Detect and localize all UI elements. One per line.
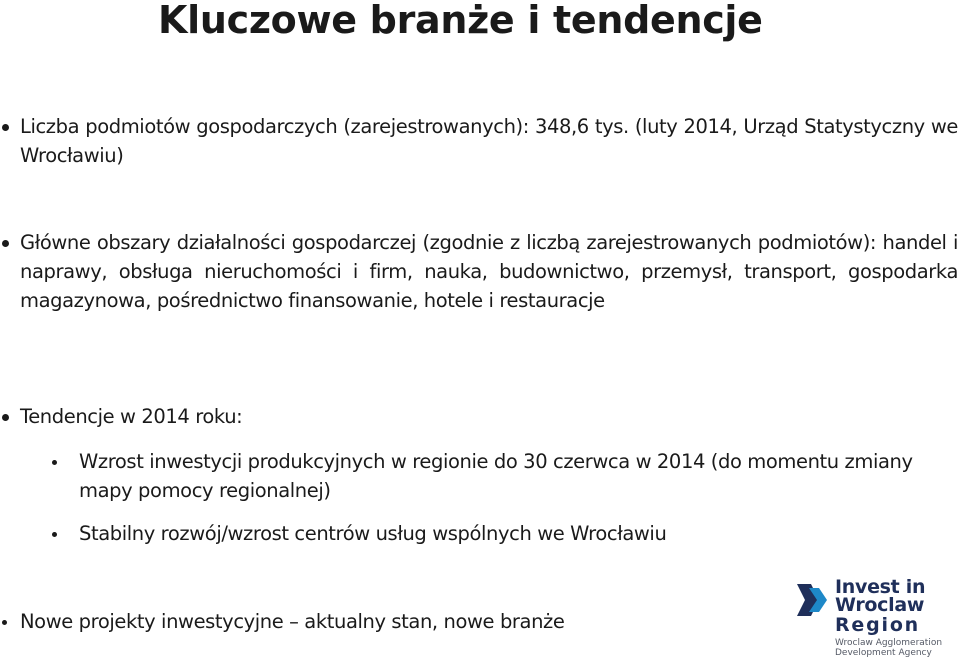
slide-title: Kluczowe branże i tendencje: [158, 0, 763, 42]
bullet-text: Nowe projekty inwestycyjne – aktualny stan, nowe branże: [20, 610, 565, 633]
logo-subtitle-2: Development Agency: [835, 648, 932, 658]
sub-bullet-dot-icon: [52, 460, 57, 465]
sub-bullet-text: Wzrost inwestycji produkcyjnych w regionie do 30 czerwca w 2014 (do momentu zmiany mapy pomocy regionalnej): [79, 450, 913, 502]
bullet-text: Tendencje w 2014 roku:: [20, 405, 243, 428]
bullet-dot-icon: [2, 124, 9, 131]
logo-line-3: Region: [835, 614, 921, 636]
bullet-dot-icon: [2, 240, 9, 247]
bullet-text: Liczba podmiotów gospodarczych (zarejestrowanych): 348,6 tys. (luty 2014, Urząd Statystyczny we Wrocławiu): [20, 115, 958, 167]
arrows-logo-icon: [797, 580, 831, 620]
sub-bullet-text: Stabilny rozwój/wzrost centrów usług wspólnych we Wrocławiu: [79, 522, 667, 545]
logo-line-1: Invest in: [835, 576, 926, 598]
bullet-dot-icon: [2, 414, 9, 421]
invest-in-wroclaw-logo: [797, 578, 957, 660]
sub-bullet-dot-icon: [52, 532, 57, 537]
logo-subtitle-1: Wroclaw Agglomeration: [835, 638, 943, 648]
logo-line-2: Wroclaw: [835, 594, 925, 616]
bullet-dot-icon: [2, 620, 7, 625]
bullet-text: Główne obszary działalności gospodarczej (zgodnie z liczbą zarejestrowanych podmiotów): handel i naprawy, obsługa nieruchomości i firm, nauka, budownictwo, przemysł, transport, gospodarka magazynowa, pośrednictwo finansowanie, hotele i restauracje: [20, 231, 958, 312]
